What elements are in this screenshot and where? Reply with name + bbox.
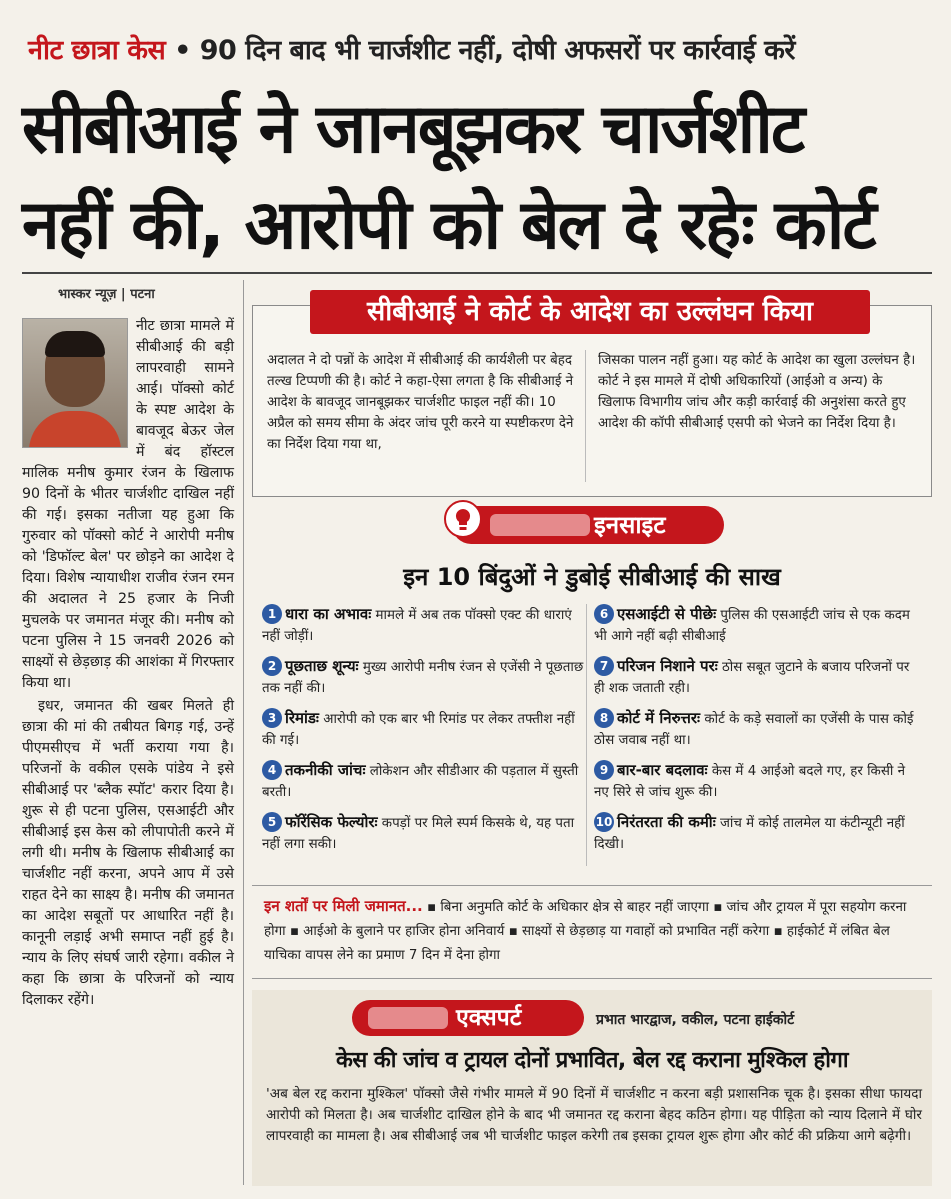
point-number: 7 xyxy=(594,656,614,676)
kicker-text: • 90 दिन बाद भी चार्जशीट नहीं, दोषी अफसरों पर कार्रवाई करें xyxy=(174,35,795,66)
point-head: पूछताछ शून्यः xyxy=(285,657,359,675)
conditions-text: ▪ बिना अनुमति कोर्ट के अधिकार क्षेत्र से बाहर नहीं जाएगा ▪ जांच और ट्रायल में पूरा सहयोग करना होगा ▪ आईओ के बुलाने पर हाजिर होना अनिवार्य ▪ साक्ष्यों से छेड़छाड़ या गवाहों को प्रभावित नहीं करेगा ▪ हाईकोर्ट में लंबित बेल याचिका वापस लेने का प्रमाण 7 दिन में देना होगा xyxy=(264,900,907,963)
expert-label: एक्सपर्ट xyxy=(456,1005,522,1031)
point-head: परिजन निशाने परः xyxy=(617,657,718,675)
point-item xyxy=(262,656,592,708)
column-divider xyxy=(243,280,244,1185)
point-item xyxy=(594,812,924,864)
point-text: ठोस सबूत जुटाने के बजाय परिजनों पर ही शक जताती रही। xyxy=(594,660,910,696)
expert-headline: केस की जांच व ट्रायल दोनों प्रभावित, बेल रद्द कराना मुश्किल होगा xyxy=(335,1048,849,1073)
violation-col-1: अदालत ने दो पन्नों के आदेश में सीबीआई की कार्यशैली पर बेहद तल्ख टिप्पणी की है। कोर्ट ने कहा-ऐसा लगता है कि सीबीआई ने आदेश के बावजूद जानबूझकर चार्जशीट फाइल नहीं की। 10 अप्रैल को समय सीमा के अंदर जांच पूरी करने या स्पष्टीकरण देने का निर्देश दिया गया था, xyxy=(267,353,574,452)
headline-line-2: नहीं की, आरोपी को बेल दे रहेः कोर्ट xyxy=(22,186,875,265)
point-item xyxy=(262,604,592,656)
points-left-column xyxy=(262,604,592,864)
point-text: पुलिस की एसआईटी जांच से एक कदम भी आगे नहीं बढ़ी सीबीआई xyxy=(594,608,910,644)
point-text: मुख्य आरोपी मनीष रंजन से एजेंसी ने पूछताछ तक नहीं की। xyxy=(262,660,584,696)
expert-pill xyxy=(352,1000,584,1036)
point-number: 9 xyxy=(594,760,614,780)
kicker-tag: नीट छात्रा केस xyxy=(28,35,166,66)
point-text: जांच में कोई तालमेल या कंटीन्यूटी नहीं दिखी। xyxy=(594,816,905,852)
insight-pill xyxy=(452,506,724,544)
accused-photo xyxy=(22,318,128,448)
byline: भास्कर न्यूज़ | पटना xyxy=(58,287,155,302)
article-para-1: नीट छात्रा मामले में सीबीआई की बड़ी लापरवाही सामने आई। पॉक्सो कोर्ट के स्पष्ट आदेश के बावजूद बेऊर जेल में बंद हॉस्टल मालिक मनीष कुमार रंजन के खिलाफ 90 दिनों के भीतर चार्जशीट दाखिल नहीं की गई। इसका नतीजा यह हुआ कि गुरुवार को पॉक्सो कोर्ट ने आरोपी मनीष को 'डिफॉल्ट बेल' पर छोड़ने का आदेश दे दिया। विशेष न्यायाधीश राजीव रंजन रमन की अदालत ने 25 हजार के निजी मुचलके पर जमानत मंजूर की। मनीष को पटना पुलिस ने 15 जनवरी 2026 को साक्ष्यों से छेड़छाड़ की आशंका में गिरफ्तार किया था। xyxy=(22,318,234,691)
point-head: तकनीकी जांचः xyxy=(285,761,366,779)
points-right-column xyxy=(594,604,924,864)
point-text: आरोपी को एक बार भी रिमांड पर लेकर तफ्तीश नहीं की गई। xyxy=(262,712,575,748)
point-head: फॉरेंसिक फेल्योरः xyxy=(285,813,378,831)
left-column-article xyxy=(22,316,234,1011)
headline xyxy=(22,82,932,274)
point-item xyxy=(262,760,592,812)
point-item xyxy=(262,812,592,864)
point-head: रिमांडः xyxy=(285,709,319,727)
headline-rule xyxy=(22,272,932,274)
points-divider xyxy=(586,604,587,866)
lightbulb-icon xyxy=(444,500,482,542)
point-text: मामले में अब तक पॉक्सो एक्ट की धाराएं नहीं जोड़ीं। xyxy=(262,608,572,644)
point-text: लोकेशन और सीडीआर की पड़ताल में सुस्ती बरती। xyxy=(262,764,579,800)
point-item xyxy=(262,708,592,760)
point-head: एसआईटी से पीछेः xyxy=(617,605,717,623)
violation-col-2: जिसका पालन नहीं हुआ। यह कोर्ट के आदेश का खुला उल्लंघन है। कोर्ट ने इस मामले में दोषी अधिकारियों (आईओ व अन्य) के खिलाफ विभागीय जांच और कड़ी कार्रवाई की अनुशंसा करते हुए आदेश की कॉपी सीबीआई एसपी को भेजने का निर्देश दिया है। xyxy=(598,353,916,431)
point-number: 1 xyxy=(262,604,282,624)
redacted-brand xyxy=(490,514,590,536)
point-item xyxy=(594,760,924,812)
point-head: निरंतरता की कमीः xyxy=(617,813,716,831)
point-head: बार-बार बदलावः xyxy=(617,761,708,779)
insight-label: इनसाइट xyxy=(594,511,666,539)
violation-divider xyxy=(585,350,586,482)
point-number: 4 xyxy=(262,760,282,780)
point-number: 3 xyxy=(262,708,282,728)
expert-box xyxy=(252,990,932,1186)
point-number: 6 xyxy=(594,604,614,624)
insight-title: इन 10 बिंदुओं ने डुबोई सीबीआई की साख xyxy=(403,563,781,591)
point-number: 10 xyxy=(594,812,614,832)
conditions-title: इन शर्तों पर मिली जमानत... xyxy=(264,897,423,915)
expert-name: प्रभात भारद्वाज, वकील, पटना हाईकोर्ट xyxy=(596,1012,795,1028)
violation-banner: सीबीआई ने कोर्ट के आदेश का उल्लंघन किया xyxy=(310,290,870,334)
redacted-brand xyxy=(368,1007,448,1029)
point-item xyxy=(594,656,924,708)
point-number: 8 xyxy=(594,708,614,728)
point-text: कोर्ट के कड़े सवालों का एजेंसी के पास कोई ठोस जवाब नहीं था। xyxy=(594,712,914,748)
point-number: 2 xyxy=(262,656,282,676)
headline-line-1: सीबीआई ने जानबूझकर चार्जशीट xyxy=(22,90,804,169)
point-head: धारा का अभावः xyxy=(285,605,372,623)
point-head: कोर्ट में निरुत्तरः xyxy=(617,709,701,727)
bail-conditions xyxy=(252,885,932,979)
point-number: 5 xyxy=(262,812,282,832)
point-item xyxy=(594,604,924,656)
expert-body: 'अब बेल रद्द कराना मुश्किल' पॉक्सो जैसे गंभीर मामले में 90 दिनों में चार्जशीट न करना बड़ी प्रशासनिक चूक है। इसका सीधा फायदा आरोपी को मिलता है। अब चार्जशीट दाखिल होने के बाद भी जमानत रद्द कराना बेहद कठिन होगा। यह पीड़िता को न्याय दिलाने में घोर लापरवाही का मामला है। अब सीबीआई जब भी चार्जशीट फाइल करेगी तब इसका ट्रायल शुरू होगा और कोर्ट की प्रक्रिया आगे बढ़ेगी। xyxy=(266,1086,922,1144)
kicker xyxy=(28,30,928,67)
point-item xyxy=(594,708,924,760)
point-text: केस में 4 आईओ बदले गए, हर किसी ने नए सिरे से जांच शुरू की। xyxy=(594,764,906,800)
article-para-2: इधर, जमानत की खबर मिलते ही छात्रा की मां की तबीयत बिगड़ गई, उन्हें पीएमसीएच में भर्ती कराया गया है। परिजनों के वकील एसके पांडेय ने इसे सीबीआई पर 'ब्लैक स्पॉट' करार दिया है। शुरू से ही पटना पुलिस, एसआईटी और सीबीआई इस केस को लीपापोती करने में लगी थी। मनीष के खिलाफ सीबीआई का चार्जशीट नहीं करना, अपने आप में उसे राहत देने का साक्ष्य है। मनीष की जमानत का आदेश सबूतों पर आधारित नहीं है। कानूनी लड़ाई अभी समाप्त नहीं हुई है। न्याय के लिए संघर्ष जारी रहेगा। वकील ने कहा कि छात्रा के परिजनों को न्याय दिलाकर रहेंगे। xyxy=(22,698,234,1008)
point-text: कपड़ों पर मिले स्पर्म किसके थे, यह पता नहीं लगा सकी। xyxy=(262,816,575,852)
